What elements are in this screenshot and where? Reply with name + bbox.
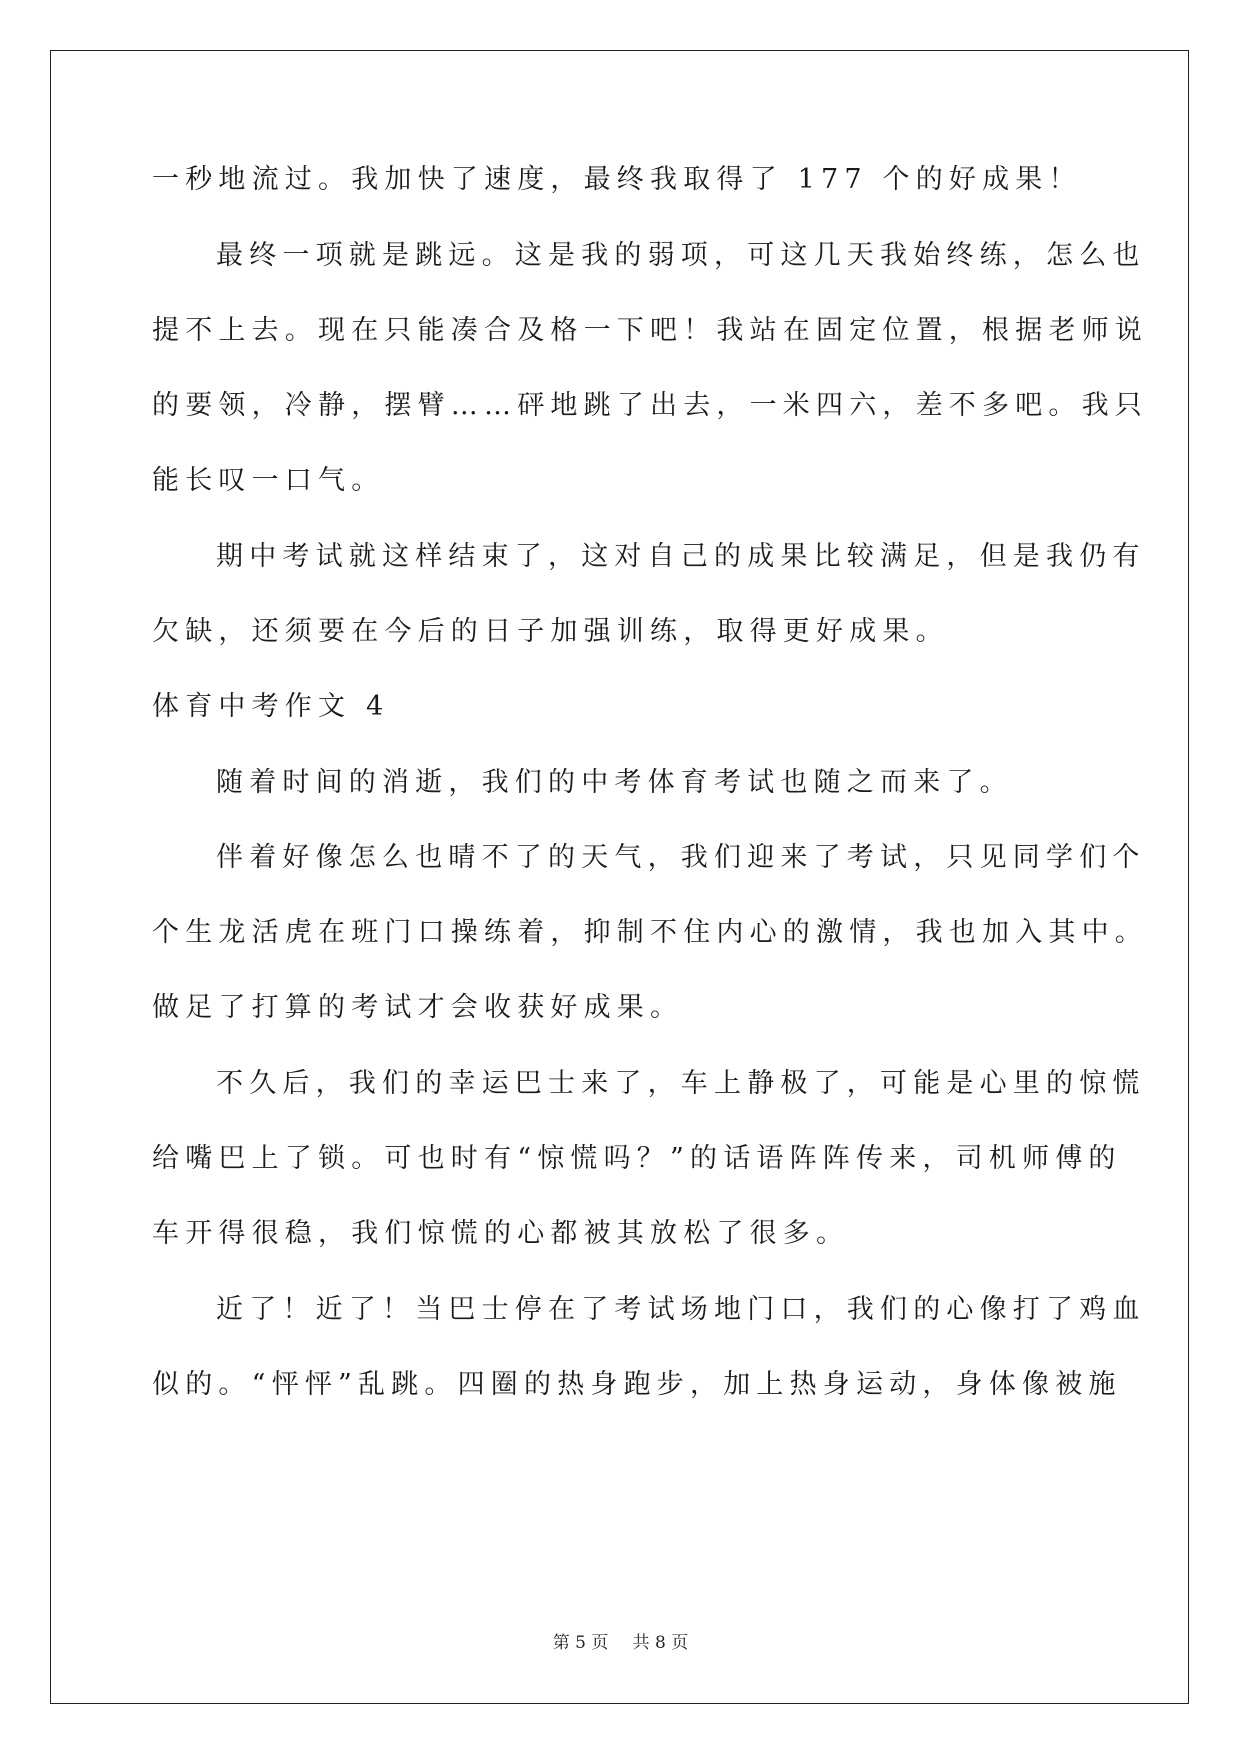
paragraph-line: 伴着好像怎么也晴不了的天气，我们迎来了考试，只见同学们个 <box>216 842 1146 873</box>
paragraph-line: 不久后，我们的幸运巴士来了，车上静极了，可能是心里的惊慌 <box>216 1068 1146 1099</box>
text-line: 似的。“怦怦”乱跳。四圈的热身跑步，加上热身运动，身体像被施 <box>152 1369 1122 1400</box>
text-line: 做足了打算的考试才会收获好成果。 <box>152 992 684 1023</box>
paragraph-line: 最终一项就是跳远。这是我的弱项，可这几天我始终练，怎么也 <box>216 240 1146 271</box>
text-line: 提不上去。现在只能凑合及格一下吧！我站在固定位置，根据老师说 <box>152 315 1148 346</box>
paragraph-line: 随着时间的消逝，我们的中考体育考试也随之而来了。 <box>216 767 1013 798</box>
text-line: 给嘴巴上了锁。可也时有“惊慌吗？”的话语阵阵传来，司机师傅的 <box>152 1143 1122 1174</box>
paragraph-line: 近了！近了！当巴士停在了考试场地门口，我们的心像打了鸡血 <box>216 1294 1146 1325</box>
text-line: 个生龙活虎在班门口操练着，抑制不住内心的激情，我也加入其中。 <box>152 917 1148 948</box>
paragraph-line: 期中考试就这样结束了，这对自己的成果比较满足，但是我仍有 <box>216 541 1146 572</box>
text-line: 的要领，冷静，摆臂……砰地跳了出去，一米四六，差不多吧。我只 <box>152 390 1148 421</box>
text-line: 欠缺，还须要在今后的日子加强训练，取得更好成果。 <box>152 616 949 647</box>
page-total: 共 8 页 <box>632 1633 689 1653</box>
text-line: 能长叹一口气。 <box>152 465 385 496</box>
section-heading: 体育中考作文 4 <box>152 691 390 722</box>
text-line: 车开得很稳，我们惊慌的心都被其放松了很多。 <box>152 1218 850 1249</box>
text-line: 一秒地流过。我加快了速度，最终我取得了 177 个的好成果！ <box>152 164 1082 195</box>
page-footer <box>0 1628 1241 1653</box>
page-number: 第 5 页 <box>552 1633 609 1653</box>
